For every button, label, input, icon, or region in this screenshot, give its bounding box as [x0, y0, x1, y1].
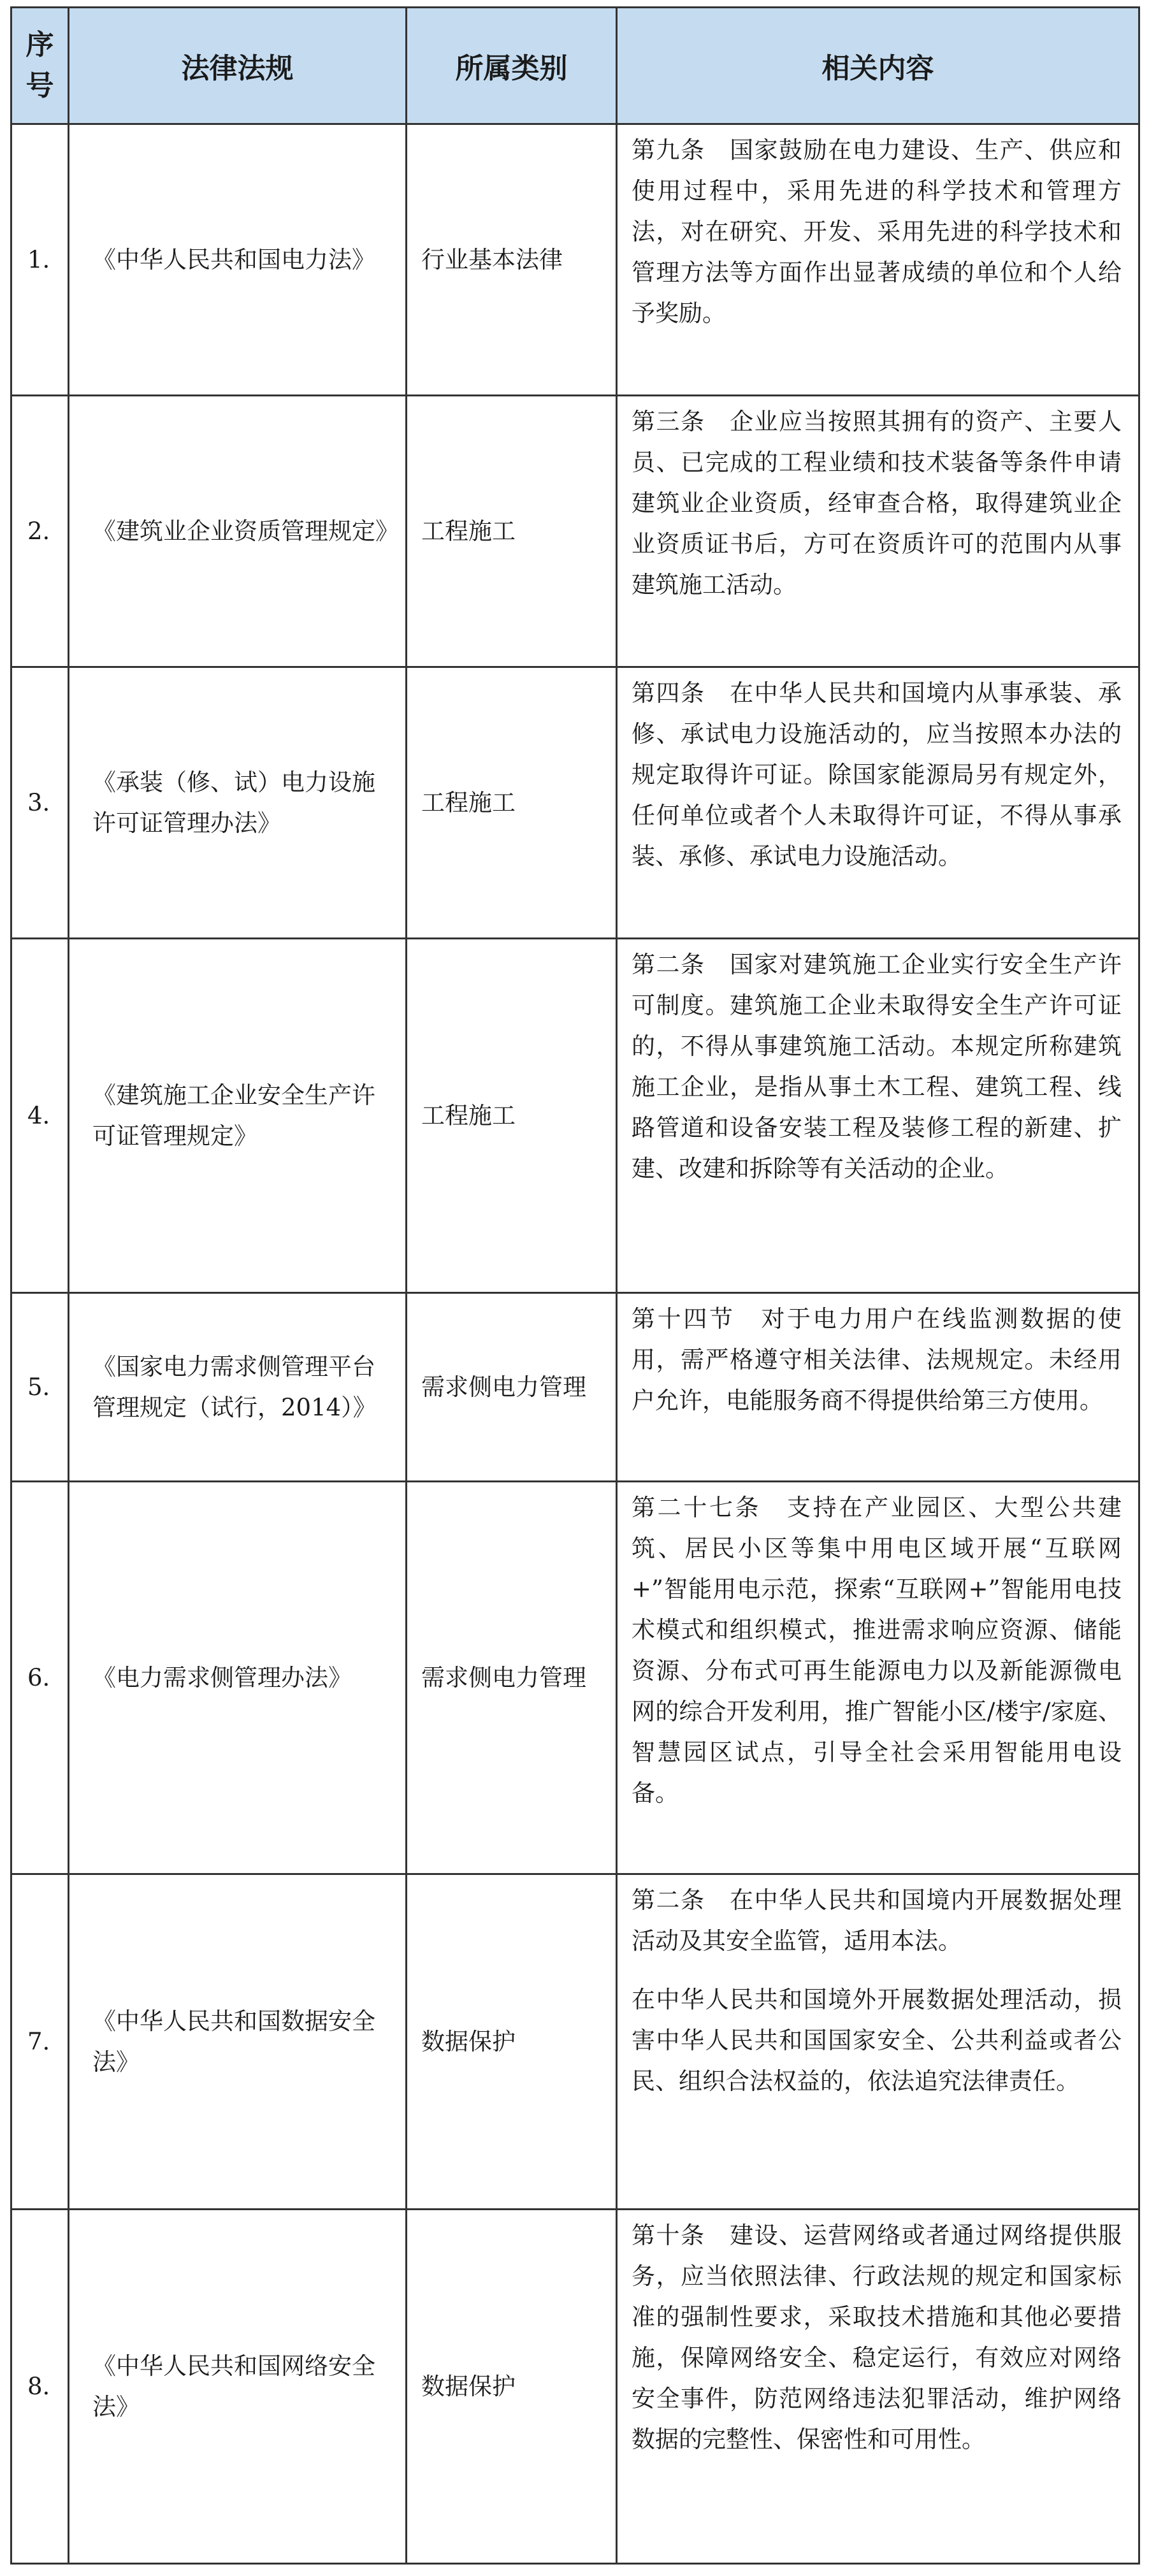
- row-category: 需求侧电力管理: [407, 1482, 617, 1874]
- row-index: 2.: [11, 396, 69, 667]
- row-content-paragraph: 第十四节 对于电力用户在线监测数据的使用，需严格遵守相关法律、法规规定。未经用户允许，电能服务商不得提供给第三方使用。: [632, 1305, 1122, 1414]
- table-row: [11, 1874, 1139, 2210]
- table-row: [11, 939, 1139, 1293]
- row-law-name: 《建筑业企业资质管理规定》: [69, 396, 407, 667]
- table-row: [11, 2210, 1139, 2564]
- row-content-paragraph: 在中华人民共和国境外开展数据处理活动，损害中华人民共和国国家安全、公共利益或者公民、组织合法权益的，依法追究法律责任。: [632, 1986, 1122, 2095]
- row-index: 1.: [11, 124, 69, 396]
- row-index: 8.: [11, 2210, 69, 2564]
- table-row: [11, 124, 1139, 396]
- row-content: [617, 124, 1139, 396]
- header-category: 所属类别: [407, 8, 617, 124]
- row-content-paragraph: 第二条 国家对建筑施工企业实行安全生产许可制度。建筑施工企业未取得安全生产许可证的，不得从事建筑施工活动。本规定所称建筑施工企业，是指从事土木工程、建筑工程、线路管道和设备安装工程及装修工程的新建、扩建、改建和拆除等有关活动的企业。: [632, 951, 1122, 1182]
- row-content: [617, 2210, 1139, 2564]
- row-category: 工程施工: [407, 939, 617, 1293]
- row-law-name: 《电力需求侧管理办法》: [69, 1482, 407, 1874]
- row-index: 6.: [11, 1482, 69, 1874]
- row-law-name: 《承装（修、试）电力设施许可证管理办法》: [69, 667, 407, 939]
- table-header-row: [11, 8, 1139, 124]
- header-law: 法律法规: [69, 8, 407, 124]
- row-category: 需求侧电力管理: [407, 1293, 617, 1482]
- row-category: 工程施工: [407, 667, 617, 939]
- row-content-paragraph: 第二条 在中华人民共和国境内开展数据处理活动及其安全监管，适用本法。: [632, 1886, 1122, 1955]
- regulations-table: [10, 6, 1140, 2565]
- row-content: [617, 396, 1139, 667]
- row-content: [617, 939, 1139, 1293]
- row-index: 5.: [11, 1293, 69, 1482]
- row-law-name: 《中华人民共和国网络安全法》: [69, 2210, 407, 2564]
- table-row: [11, 1293, 1139, 1482]
- row-law-name: 《国家电力需求侧管理平台管理规定（试行，2014）》: [69, 1293, 407, 1482]
- header-index: 序号: [11, 8, 69, 124]
- header-content: 相关内容: [617, 8, 1139, 124]
- row-index: 7.: [11, 1874, 69, 2210]
- row-law-name: 《中华人民共和国数据安全法》: [69, 1874, 407, 2210]
- row-category: 数据保护: [407, 1874, 617, 2210]
- row-content-paragraph: 第二十七条 支持在产业园区、大型公共建筑、居民小区等集中用电区域开展“互联网+”智能用电示范，探索“互联网+”智能用电技术模式和组织模式，推进需求响应资源、储能资源、分布式可再生能源电力以及新能源微电网的综合开发利用，推广智能小区/楼宇/家庭、智慧园区试点，引导全社会采用智能用电设备。: [632, 1494, 1122, 1807]
- row-index: 3.: [11, 667, 69, 939]
- row-content-paragraph: 第三条 企业应当按照其拥有的资产、主要人员、已完成的工程业绩和技术装备等条件申请建筑业企业资质，经审查合格，取得建筑业企业资质证书后，方可在资质许可的范围内从事建筑施工活动。: [632, 408, 1122, 598]
- table-row: [11, 1482, 1139, 1874]
- row-content: [617, 667, 1139, 939]
- table-row: [11, 667, 1139, 939]
- row-content-paragraph: 第十条 建设、运营网络或者通过网络提供服务，应当依照法律、行政法规的规定和国家标准的强制性要求，采取技术措施和其他必要措施，保障网络安全、稳定运行，有效应对网络安全事件，防范网络违法犯罪活动，维护网络数据的完整性、保密性和可用性。: [632, 2222, 1122, 2453]
- row-category: 行业基本法律: [407, 124, 617, 396]
- row-content: [617, 1482, 1139, 1874]
- row-category: 工程施工: [407, 396, 617, 667]
- row-law-name: 《中华人民共和国电力法》: [69, 124, 407, 396]
- table-row: [11, 396, 1139, 667]
- row-content: [617, 1874, 1139, 2210]
- row-content: [617, 1293, 1139, 1482]
- row-law-name: 《建筑施工企业安全生产许可证管理规定》: [69, 939, 407, 1293]
- row-index: 4.: [11, 939, 69, 1293]
- row-content-paragraph: 第四条 在中华人民共和国境内从事承装、承修、承试电力设施活动的，应当按照本办法的规定取得许可证。除国家能源局另有规定外，任何单位或者个人未取得许可证，不得从事承装、承修、承试电力设施活动。: [632, 679, 1122, 870]
- row-category: 数据保护: [407, 2210, 617, 2564]
- row-content-paragraph: 第九条 国家鼓励在电力建设、生产、供应和使用过程中，采用先进的科学技术和管理方法，对在研究、开发、采用先进的科学技术和管理方法等方面作出显著成绩的单位和个人给予奖励。: [632, 136, 1122, 327]
